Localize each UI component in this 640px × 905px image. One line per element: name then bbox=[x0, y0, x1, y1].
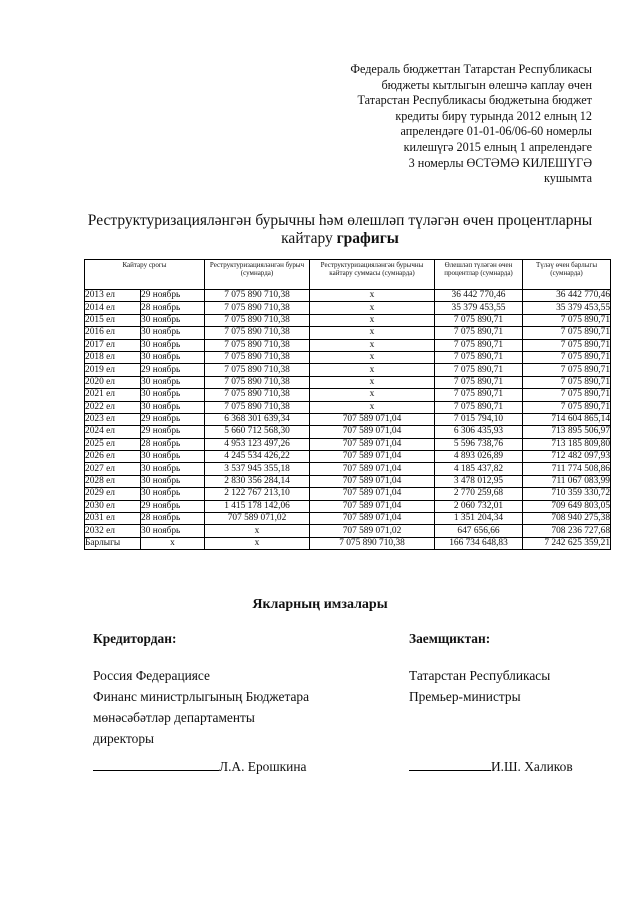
row-debt: 7 075 890 710,38 bbox=[205, 314, 310, 326]
row-interest: 7 075 890,71 bbox=[435, 339, 523, 351]
row-debt: 7 075 890 710,38 bbox=[205, 327, 310, 339]
row-repay: 707 589 071,04 bbox=[310, 426, 435, 438]
row-date: 30 ноябрь bbox=[141, 327, 205, 339]
creditor-signature-block bbox=[93, 628, 373, 777]
totals-debt: х bbox=[205, 537, 310, 549]
annex-header-line: кредиты бирү турында 2012 елның 12 bbox=[395, 108, 592, 123]
row-total: 7 075 890,71 bbox=[523, 327, 611, 339]
row-debt: х bbox=[205, 525, 310, 537]
row-date: 30 ноябрь bbox=[141, 488, 205, 500]
row-date: 29 ноябрь bbox=[141, 426, 205, 438]
row-year: 2024 ел bbox=[85, 426, 141, 438]
table-header-row bbox=[85, 260, 611, 290]
row-date: 29 ноябрь bbox=[141, 364, 205, 376]
row-debt: 1 415 178 142,06 bbox=[205, 500, 310, 512]
table-row bbox=[85, 513, 611, 525]
row-year: 2027 ел bbox=[85, 463, 141, 475]
table-row bbox=[85, 376, 611, 388]
row-date: 30 ноябрь bbox=[141, 339, 205, 351]
borrower-line: Премьер-министры bbox=[409, 689, 521, 704]
table-row bbox=[85, 500, 611, 512]
row-total: 711 774 508,86 bbox=[523, 463, 611, 475]
row-total: 714 604 865,14 bbox=[523, 413, 611, 425]
row-repay: х bbox=[310, 314, 435, 326]
row-repay: х bbox=[310, 401, 435, 413]
row-repay: х bbox=[310, 290, 435, 302]
document-title-line1: Реструктуризацияләнгән бурычны һәм өлешләп түләгән өчен процентларны bbox=[87, 212, 593, 229]
totals-row bbox=[85, 537, 611, 549]
totals-interest: 166 734 648,83 bbox=[435, 537, 523, 549]
table-row bbox=[85, 290, 611, 302]
row-interest: 3 478 012,95 bbox=[435, 475, 523, 487]
row-debt: 7 075 890 710,38 bbox=[205, 351, 310, 363]
row-repay: 707 589 071,02 bbox=[310, 525, 435, 537]
row-date: 29 ноябрь bbox=[141, 290, 205, 302]
row-interest: 4 185 437,82 bbox=[435, 463, 523, 475]
row-repay: х bbox=[310, 364, 435, 376]
totals-repay: 7 075 890 710,38 bbox=[310, 537, 435, 549]
row-debt: 3 537 945 355,18 bbox=[205, 463, 310, 475]
table-body bbox=[85, 290, 611, 538]
row-date: 30 ноябрь bbox=[141, 389, 205, 401]
creditor-line: Россия Федерациясе bbox=[93, 668, 210, 683]
row-total: 708 940 275,38 bbox=[523, 513, 611, 525]
row-repay: 707 589 071,04 bbox=[310, 513, 435, 525]
table-row bbox=[85, 475, 611, 487]
row-total: 7 075 890,71 bbox=[523, 339, 611, 351]
row-year: 2013 ел bbox=[85, 290, 141, 302]
row-interest: 2 060 732,01 bbox=[435, 500, 523, 512]
row-date: 30 ноябрь bbox=[141, 351, 205, 363]
row-debt: 2 122 767 213,10 bbox=[205, 488, 310, 500]
row-debt: 2 830 356 284,14 bbox=[205, 475, 310, 487]
table-row bbox=[85, 351, 611, 363]
row-interest: 36 442 770,46 bbox=[435, 290, 523, 302]
row-interest: 4 893 026,89 bbox=[435, 451, 523, 463]
row-year: 2032 ел bbox=[85, 525, 141, 537]
borrower-signature-block bbox=[409, 628, 629, 777]
row-date: 30 ноябрь bbox=[141, 401, 205, 413]
row-year: 2017 ел bbox=[85, 339, 141, 351]
annex-header-line: Федераль бюджеттан Татарстан Республикасы bbox=[350, 62, 592, 76]
creditor-signature-line bbox=[93, 755, 373, 777]
table-row bbox=[85, 302, 611, 314]
row-repay: х bbox=[310, 389, 435, 401]
row-repay: 707 589 071,04 bbox=[310, 475, 435, 487]
table-row bbox=[85, 525, 611, 537]
table-row bbox=[85, 451, 611, 463]
borrower-role: Заемщиктан: bbox=[409, 631, 491, 646]
row-interest: 5 596 738,76 bbox=[435, 438, 523, 450]
row-interest: 6 306 435,93 bbox=[435, 426, 523, 438]
row-repay: 707 589 071,04 bbox=[310, 463, 435, 475]
annex-header-line: 3 номерлы ӨСТӘМӘ КИЛЕШҮГӘ bbox=[408, 155, 592, 170]
row-debt: 707 589 071,02 bbox=[205, 513, 310, 525]
row-total: 711 067 083,99 bbox=[523, 475, 611, 487]
signatures-title: Якларның имзалары bbox=[252, 597, 388, 612]
row-date: 30 ноябрь bbox=[141, 451, 205, 463]
table-row bbox=[85, 426, 611, 438]
header-term: Кайтару срогы bbox=[85, 260, 205, 290]
row-year: 2021 ел bbox=[85, 389, 141, 401]
table-row bbox=[85, 438, 611, 450]
row-interest: 7 075 890,71 bbox=[435, 401, 523, 413]
row-repay: х bbox=[310, 351, 435, 363]
row-year: 2019 ел bbox=[85, 364, 141, 376]
row-year: 2031 ел bbox=[85, 513, 141, 525]
table-row bbox=[85, 339, 611, 351]
row-debt: 7 075 890 710,38 bbox=[205, 339, 310, 351]
row-date: 30 ноябрь bbox=[141, 376, 205, 388]
document-title-bold: графигы bbox=[336, 230, 399, 247]
borrower-signature-line bbox=[409, 755, 629, 777]
row-repay: 707 589 071,04 bbox=[310, 413, 435, 425]
row-repay: х bbox=[310, 339, 435, 351]
borrower-line: Татарстан Республикасы bbox=[409, 668, 551, 683]
row-total: 7 075 890,71 bbox=[523, 314, 611, 326]
creditor-role: Кредитордан: bbox=[93, 631, 177, 646]
row-interest: 7 075 890,71 bbox=[435, 376, 523, 388]
row-date: 30 ноябрь bbox=[141, 475, 205, 487]
row-total: 708 236 727,68 bbox=[523, 525, 611, 537]
header-total: Түләү өчен барлыгы (сумнарда) bbox=[523, 260, 611, 290]
row-total: 7 075 890,71 bbox=[523, 401, 611, 413]
row-date: 28 ноябрь bbox=[141, 438, 205, 450]
row-interest: 647 656,66 bbox=[435, 525, 523, 537]
creditor-line: директоры bbox=[93, 731, 155, 746]
row-repay: х bbox=[310, 376, 435, 388]
row-year: 2029 ел bbox=[85, 488, 141, 500]
row-interest: 35 379 453,55 bbox=[435, 302, 523, 314]
row-debt: 7 075 890 710,38 bbox=[205, 290, 310, 302]
document-title bbox=[60, 212, 620, 248]
annex-header bbox=[322, 62, 592, 187]
row-date: 29 ноябрь bbox=[141, 500, 205, 512]
header-debt: Реструктуризацияләнгән бурыч (сумнарда) bbox=[205, 260, 310, 290]
row-interest: 7 075 890,71 bbox=[435, 314, 523, 326]
document-title-plain: кайтару bbox=[281, 230, 333, 247]
row-interest: 1 351 204,34 bbox=[435, 513, 523, 525]
row-year: 2020 ел bbox=[85, 376, 141, 388]
row-debt: 7 075 890 710,38 bbox=[205, 401, 310, 413]
row-debt: 7 075 890 710,38 bbox=[205, 364, 310, 376]
row-year: 2018 ел bbox=[85, 351, 141, 363]
row-interest: 7 075 890,71 bbox=[435, 389, 523, 401]
totals-label: Барлыгы bbox=[85, 537, 141, 549]
row-date: 28 ноябрь bbox=[141, 302, 205, 314]
row-debt: 7 075 890 710,38 bbox=[205, 389, 310, 401]
row-interest: 7 075 890,71 bbox=[435, 364, 523, 376]
row-total: 712 482 097,93 bbox=[523, 451, 611, 463]
row-date: 30 ноябрь bbox=[141, 314, 205, 326]
row-repay: х bbox=[310, 327, 435, 339]
table-row bbox=[85, 488, 611, 500]
row-debt: 5 660 712 568,30 bbox=[205, 426, 310, 438]
row-interest: 7 015 794,10 bbox=[435, 413, 523, 425]
header-repay: Реструктуризацияләнгән бурычны кайтару суммасы (сумнарда) bbox=[310, 260, 435, 290]
row-year: 2022 ел bbox=[85, 401, 141, 413]
signature-blank bbox=[409, 755, 491, 771]
row-total: 713 895 506,97 bbox=[523, 426, 611, 438]
table-row bbox=[85, 401, 611, 413]
repayment-schedule-table bbox=[84, 259, 611, 550]
row-repay: 707 589 071,04 bbox=[310, 488, 435, 500]
totals-total: 7 242 625 359,21 bbox=[523, 537, 611, 549]
annex-header-line: апрелендәге 01-01-06/06-60 номерлы bbox=[400, 124, 592, 139]
row-date: 30 ноябрь bbox=[141, 525, 205, 537]
row-total: 713 185 809,80 bbox=[523, 438, 611, 450]
row-year: 2028 ел bbox=[85, 475, 141, 487]
row-repay: 707 589 071,04 bbox=[310, 438, 435, 450]
row-repay: 707 589 071,04 bbox=[310, 451, 435, 463]
row-interest: 7 075 890,71 bbox=[435, 351, 523, 363]
row-year: 2026 ел bbox=[85, 451, 141, 463]
table-row bbox=[85, 389, 611, 401]
creditor-line: Финанс министрлыгының Бюджетара bbox=[93, 689, 310, 704]
borrower-name: И.Ш. Халиков bbox=[491, 759, 573, 774]
row-debt: 4 245 534 426,22 bbox=[205, 451, 310, 463]
table-row bbox=[85, 463, 611, 475]
document-title-line2 bbox=[60, 230, 620, 248]
row-debt: 7 075 890 710,38 bbox=[205, 302, 310, 314]
row-debt: 4 953 123 497,26 bbox=[205, 438, 310, 450]
table-row bbox=[85, 364, 611, 376]
row-total: 7 075 890,71 bbox=[523, 376, 611, 388]
annex-header-line: килешүгә 2015 елның 1 апрелендәге bbox=[403, 139, 592, 154]
totals-date: х bbox=[141, 537, 205, 549]
row-debt: 6 368 301 639,34 bbox=[205, 413, 310, 425]
creditor-name: Л.А. Ерошкина bbox=[219, 759, 307, 774]
header-interest: Өлешләп түләгән өчен процентлар (сумнарда) bbox=[435, 260, 523, 290]
table-row bbox=[85, 314, 611, 326]
row-interest: 2 770 259,68 bbox=[435, 488, 523, 500]
annex-header-line: кушымта bbox=[543, 171, 592, 186]
row-year: 2016 ел bbox=[85, 327, 141, 339]
row-year: 2023 ел bbox=[85, 413, 141, 425]
row-total: 7 075 890,71 bbox=[523, 389, 611, 401]
row-interest: 7 075 890,71 bbox=[435, 327, 523, 339]
creditor-line: мөнәсәбәтләр департаменты bbox=[93, 710, 255, 725]
row-total: 36 442 770,46 bbox=[523, 290, 611, 302]
row-repay: 707 589 071,04 bbox=[310, 500, 435, 512]
row-total: 7 075 890,71 bbox=[523, 364, 611, 376]
row-year: 2030 ел bbox=[85, 500, 141, 512]
row-total: 710 359 330,72 bbox=[523, 488, 611, 500]
table-row bbox=[85, 413, 611, 425]
annex-header-line: бюджеты кытлыгын өлешчә каплау өчен bbox=[381, 77, 592, 92]
row-debt: 7 075 890 710,38 bbox=[205, 376, 310, 388]
annex-header-line: Татарстан Республикасы бюджетына бюджет bbox=[357, 93, 592, 108]
row-year: 2025 ел bbox=[85, 438, 141, 450]
row-date: 30 ноябрь bbox=[141, 463, 205, 475]
row-total: 7 075 890,71 bbox=[523, 351, 611, 363]
row-year: 2014 ел bbox=[85, 302, 141, 314]
row-total: 35 379 453,55 bbox=[523, 302, 611, 314]
signature-blank bbox=[93, 755, 219, 771]
row-year: 2015 ел bbox=[85, 314, 141, 326]
row-repay: х bbox=[310, 302, 435, 314]
row-total: 709 649 803,05 bbox=[523, 500, 611, 512]
table-row bbox=[85, 327, 611, 339]
row-date: 28 ноябрь bbox=[141, 513, 205, 525]
row-date: 29 ноябрь bbox=[141, 413, 205, 425]
